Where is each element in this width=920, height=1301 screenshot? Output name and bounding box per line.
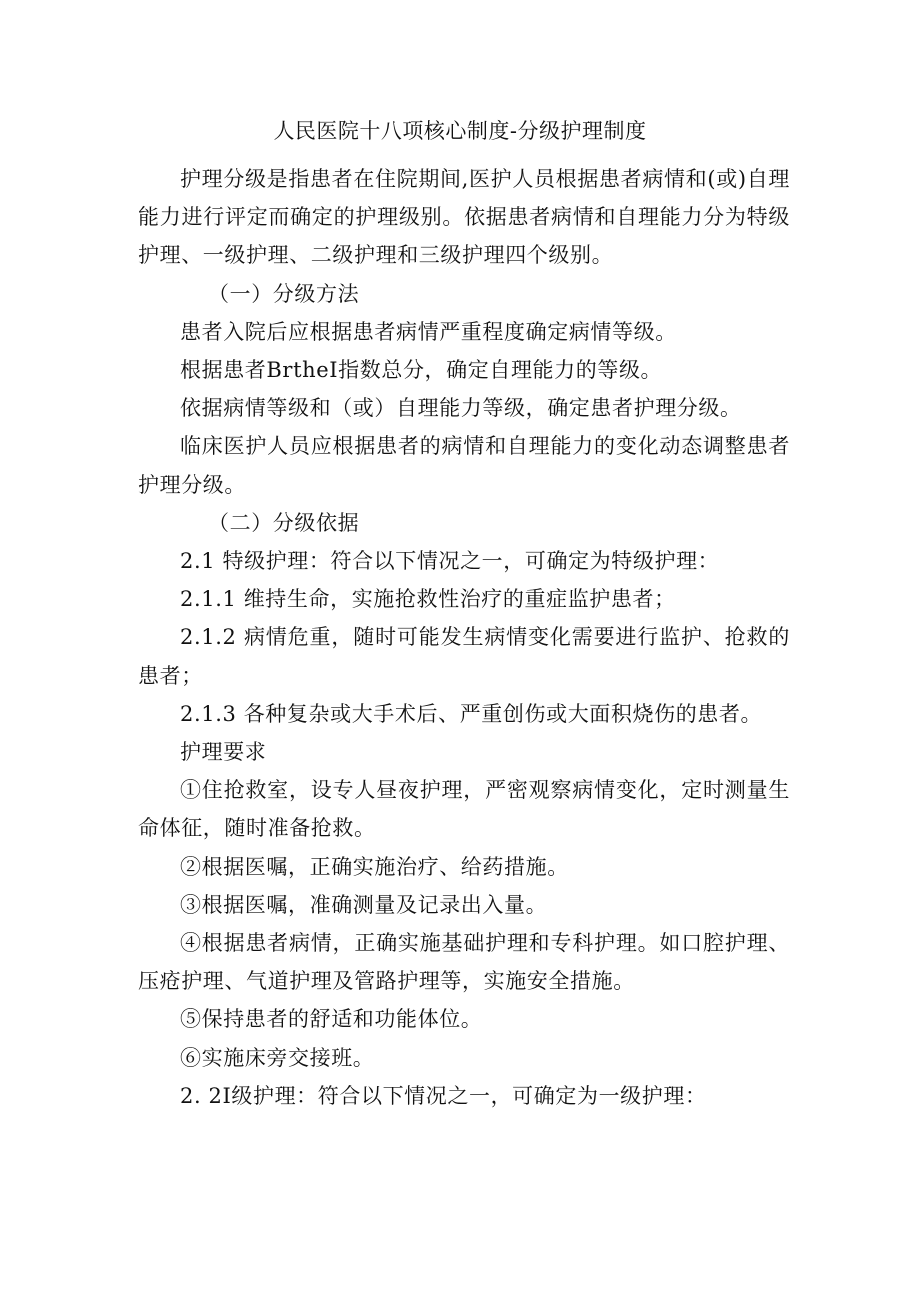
- list-item: 2. 2I级护理：符合以下情况之一，可确定为一级护理：: [180, 1083, 707, 1108]
- list-item: ②根据医嘱，正确实施治疗、给药措施。: [180, 854, 569, 879]
- paragraph-intro: 护理分级是指患者在住院期间,医护人员根据患者病情和(或)自理能力进行评定而确定的护理级别。依据患者病情和自理能力分为特级护理、一级护理、二级护理和三级护理四个级别。: [138, 167, 790, 268]
- list-item: ③根据医嘱，准确测量及记录出入量。: [180, 892, 548, 917]
- list-item: ①住抢救室，设专人昼夜护理，严密观察病情变化，定时测量生命体征，随时准备抢救。: [138, 778, 790, 841]
- list-item: 2.1.2 病情危重，随时可能发生病情变化需要进行监护、抢救的患者；: [138, 625, 790, 688]
- paragraph: 依据病情等级和（或）自理能力等级，确定患者护理分级。: [180, 396, 742, 421]
- paragraph: 临床医护人员应根据患者的病情和自理能力的变化动态调整患者护理分级。: [138, 434, 790, 497]
- paragraph: 患者入院后应根据患者病情严重程度确定病情等级。: [180, 319, 677, 344]
- section-heading-grading-basis: （二）分级依据: [208, 510, 360, 535]
- list-item: ④根据患者病情，正确实施基础护理和专科护理。如口腔护理、压疮护理、气道护理及管路护理等，实施安全措施。: [138, 931, 790, 994]
- list-item: 2.1.1 维持生命，实施抢救性治疗的重症监护患者；: [180, 587, 676, 612]
- document-title: 人民医院十八项核心制度-分级护理制度: [273, 119, 647, 143]
- list-item: 2.1 特级护理：符合以下情况之一，可确定为特级护理：: [180, 549, 720, 574]
- document-body: [138, 160, 790, 1115]
- list-item: ⑤保持患者的舒适和功能体位。: [180, 1007, 483, 1032]
- subheading-care-requirements: 护理要求: [180, 740, 267, 765]
- paragraph: 根据患者BrtheI指数总分，确定自理能力的等级。: [180, 358, 663, 383]
- section-heading-grading-method: （一）分级方法: [208, 281, 360, 306]
- list-item: ⑥实施床旁交接班。: [180, 1045, 375, 1070]
- list-item: 2.1.3 各种复杂或大手术后、严重创伤或大面积烧伤的患者。: [180, 701, 763, 726]
